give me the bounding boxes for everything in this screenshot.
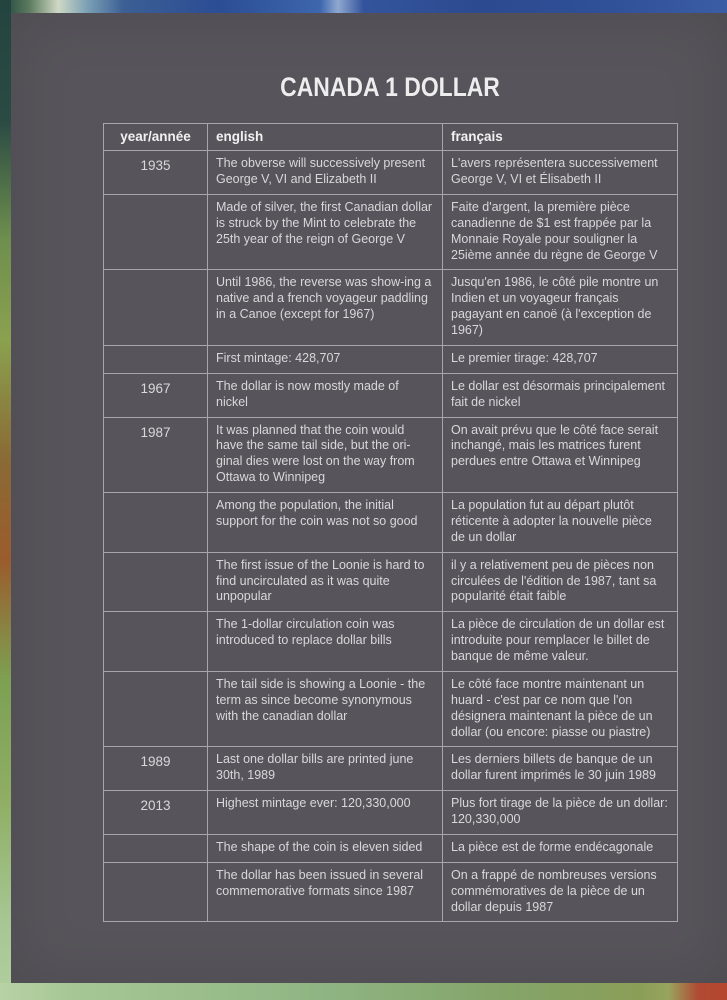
- cell-year: [104, 270, 208, 346]
- cell-year: [104, 493, 208, 553]
- cell-english: Last one dollar bills are printed june 30th, 1989: [208, 747, 443, 791]
- cell-english: Among the population, the initial support for the coin was not so good: [208, 493, 443, 553]
- table-row: [104, 834, 678, 862]
- cell-english: The obverse will successively present George V, VI and Elizabeth II: [208, 151, 443, 195]
- cell-english: The tail side is showing a Loonie - the term as since become synonymous with the canadian dollar: [208, 671, 443, 747]
- cell-english: First mintage: 428,707: [208, 345, 443, 373]
- cell-year: 1989: [104, 747, 208, 791]
- column-header-francais: français: [443, 124, 678, 151]
- cell-english: The dollar is now mostly made of nickel: [208, 373, 443, 417]
- cell-english: The first issue of the Loonie is hard to find uncirculated as it was quite unpopular: [208, 552, 443, 612]
- table-row: [104, 791, 678, 835]
- cell-francais: La pièce est de forme endécagonale: [443, 834, 678, 862]
- cell-francais: Le côté face montre maintenant un huard - c'est par ce nom que l'on désignera maintenant la pièce de un dollar (ou encore: piasse ou piastre): [443, 671, 678, 747]
- cell-francais: L'avers représentera successivement George V, VI et Élisabeth II: [443, 151, 678, 195]
- coin-history-table: [103, 123, 678, 922]
- cell-english: Made of silver, the first Canadian dollar is struck by the Mint to celebrate the 25th year of the reign of George V: [208, 194, 443, 270]
- column-header-english: english: [208, 124, 443, 151]
- cell-francais: La pièce de circulation de un dollar est introduite pour remplacer le billet de banque de même valeur.: [443, 612, 678, 672]
- cell-english: The dollar has been issued in several commemorative formats since 1987: [208, 862, 443, 922]
- cell-english: The 1-dollar circulation coin was introduced to replace dollar bills: [208, 612, 443, 672]
- photo-edge-top: [0, 0, 727, 13]
- cell-year: [104, 671, 208, 747]
- column-header-year: year/année: [104, 124, 208, 151]
- table-body: [104, 151, 678, 922]
- cell-year: [104, 552, 208, 612]
- cell-year: 1967: [104, 373, 208, 417]
- cell-francais: il y a relativement peu de pièces non circulées de l'édition de 1987, tant sa popularité était faible: [443, 552, 678, 612]
- cell-francais: Faite d'argent, la première pièce canadienne de $1 est frappée par la Monnaie Royale pour souligner la 25ième année du règne de George V: [443, 194, 678, 270]
- table-row: [104, 373, 678, 417]
- cell-francais: Plus fort tirage de la pièce de un dollar: 120,330,000: [443, 791, 678, 835]
- cell-english: Highest mintage ever: 120,330,000: [208, 791, 443, 835]
- photo-edge-left: [0, 0, 11, 1000]
- table-row: [104, 747, 678, 791]
- cell-year: [104, 834, 208, 862]
- cell-year: 1987: [104, 417, 208, 493]
- cell-francais: Le dollar est désormais principalement fait de nickel: [443, 373, 678, 417]
- table-row: [104, 345, 678, 373]
- cell-francais: On avait prévu que le côté face serait inchangé, mais les matrices furent perdues entre Ottawa et Winnipeg: [443, 417, 678, 493]
- cell-francais: On a frappé de nombreuses versions commémoratives de la pièce de un dollar depuis 1987: [443, 862, 678, 922]
- cell-francais: La population fut au départ plutôt réticente à adopter la nouvelle pièce de un dollar: [443, 493, 678, 553]
- table-row: [104, 612, 678, 672]
- cell-francais: Le premier tirage: 428,707: [443, 345, 678, 373]
- table-row: [104, 862, 678, 922]
- cell-francais: Les derniers billets de banque de un dollar furent imprimés le 30 juin 1989: [443, 747, 678, 791]
- cell-year: [104, 612, 208, 672]
- cell-year: [104, 345, 208, 373]
- table-row: [104, 671, 678, 747]
- table-header-row: [104, 124, 678, 151]
- table-row: [104, 493, 678, 553]
- page-title: CANADA 1 DOLLAR: [280, 72, 500, 103]
- cell-english: The shape of the coin is eleven sided: [208, 834, 443, 862]
- cell-english: Until 1986, the reverse was show-ing a native and a french voyageur paddling in a Canoe (except for 1967): [208, 270, 443, 346]
- table-row: [104, 270, 678, 346]
- photo-edge-bottom: [0, 983, 727, 1000]
- cell-year: 1935: [104, 151, 208, 195]
- table-row: [104, 194, 678, 270]
- cell-english: It was planned that the coin would have the same tail side, but the ori-ginal dies were lost on the way from Ottawa to Winnipeg: [208, 417, 443, 493]
- table-row: [104, 552, 678, 612]
- cell-francais: Jusqu'en 1986, le côté pile montre un Indien et un voyageur français pagayant en canoë (à l'exception de 1967): [443, 270, 678, 346]
- cell-year: [104, 194, 208, 270]
- table-row: [104, 417, 678, 493]
- cell-year: 2013: [104, 791, 208, 835]
- table-row: [104, 151, 678, 195]
- cell-year: [104, 862, 208, 922]
